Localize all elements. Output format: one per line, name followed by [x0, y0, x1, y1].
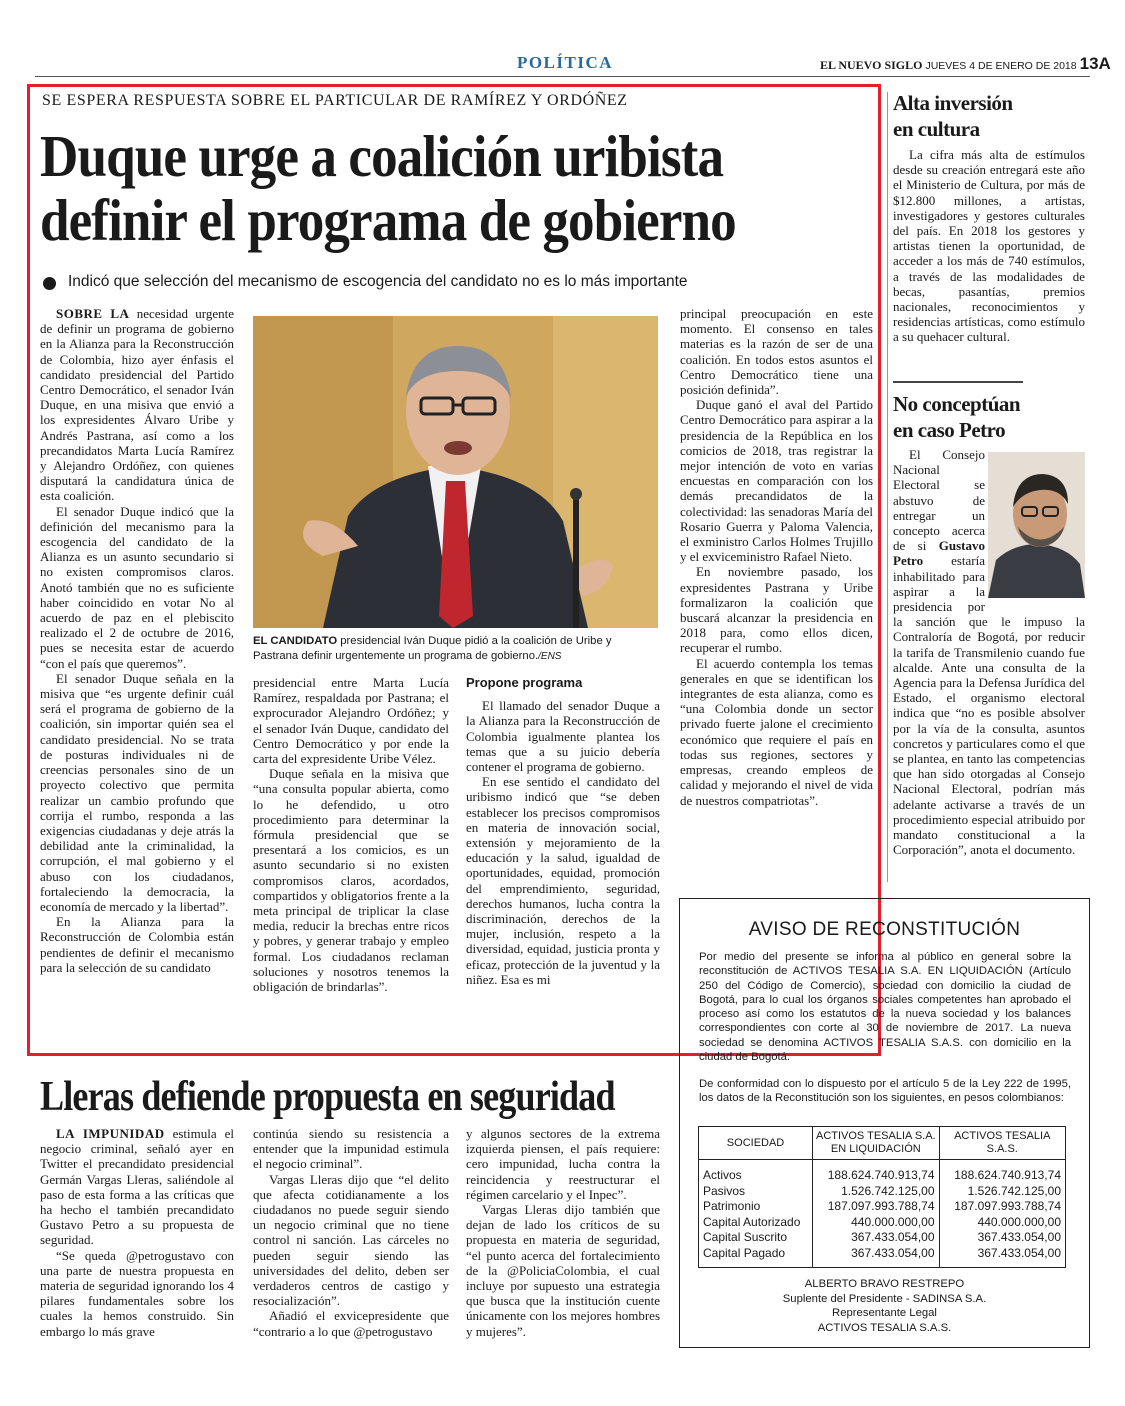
notice-table-wrap: [698, 1126, 1066, 1268]
table-cell: 187.097.993.788,74: [813, 1199, 939, 1215]
table-row: [699, 1199, 1066, 1215]
masthead-line: [820, 54, 1111, 74]
signature-line: ACTIVOS TESALIA S.A.S.: [817, 1321, 952, 1334]
table-cell: Pasivos: [703, 1183, 746, 1198]
paragraph: continúa siendo su resistencia a entender que la impunidad estimula el negocio criminal”.: [253, 1126, 449, 1172]
table-cell: Capital Autorizado: [703, 1214, 801, 1229]
table-cell: 440.000.000,00: [813, 1215, 939, 1231]
deck: Indicó que selección del mecanismo de escogencia del candidato no es lo más importante: [68, 273, 688, 290]
table-cell: Capital Suscrito: [703, 1230, 788, 1244]
headline-line-1: Duque urge a coalición uribista: [40, 123, 724, 189]
sidebar-petro: [893, 391, 1085, 443]
table-header-row: [699, 1127, 1066, 1160]
table-row: [699, 1215, 1066, 1231]
table-cell: 367.433.054,00: [939, 1246, 1065, 1262]
paragraph: Vargas Lleras dijo también que dejan de lado los críticos de su propuesta en materia de seguridad, “el punto acerca del fortalecimiento de la @PoliciaColombia, el cual incluye por supuesto una estrategia que busca que la institución cuente únicamente con los mejores hombres y mujeres”.: [466, 1202, 660, 1339]
photo-credit: /ENS: [538, 651, 562, 662]
signature-line: Representante Legal: [832, 1307, 937, 1320]
paragraph: y algunos sectores de la extrema izquierda piensen, el país requiere: cero impunidad, lucha contra la reincidencia y reestructurar el régimen carcelario y el Inpec”.: [466, 1126, 660, 1202]
candidate-photo: [253, 316, 658, 628]
lleras-col-2: [253, 1126, 449, 1356]
table-cell: 367.433.054,00: [939, 1230, 1065, 1246]
main-col-4: [680, 306, 873, 882]
table-header-cell: ACTIVOS TESALIA S.A.S.: [939, 1127, 1065, 1160]
table-row: [699, 1246, 1066, 1262]
lleras-col-1: [40, 1126, 234, 1356]
paragraph: En noviembre pasado, los expresidentes Pastrana y Uribe formalizaron la coalición que buscará alcanzar la presidencia en 2018 para, como ellos dicen, recuperar el rumbo.: [680, 564, 873, 656]
column-rule: [887, 92, 888, 882]
paragraph: El acuerdo contempla los temas generales en que se identifican los integrantes de esta alianza, como es “una Colombia donde un sector privado fuerte jalone el crecimiento económico que requiere el país en todas sus regiones, sectores y empresas, creando empleos de calidad y mejorando el nivel de vida de nuestros compatriotas”.: [680, 655, 873, 808]
notice-title: AVISO DE RECONSTITUCIÓN: [748, 919, 1021, 940]
main-col-3: [466, 675, 660, 1045]
sidebar-petro-text: El Consejo Nacional Electoral se abstuvo de entregar un concepto acerca de si Gustavo Petro estaría inhabilitado para aspirar a la presidencia por la sanción que le impuso la Contraloría de Bogotá, por reducir la tarifa de Transmilenio cuando fue alcalde. Ante una consulta de la Agencia para la Defensa Jurídica del Estado, el organismo electoral indica que “no es posible absolver por la vía de la consulta, asuntos concretos y particulares como el que se plantea, en tanto las competencias que han sido otorgadas al Consejo Nacional Electoral, podrían más adelante activarse a través de un procedimiento especial atribuido por mandato constitucional a la Corporación”, anota el documento.: [893, 447, 1085, 858]
paragraph: En la Alianza para la Reconstrucción de Colombia están pendientes de definir el mecanismo para la selección de su candidato: [40, 914, 234, 975]
sidebar-petro-text-wrap: [893, 447, 1085, 857]
paragraph: LA IMPUNIDAD estimula el negocio criminal, señaló ayer en Twitter el precandidato presidencial Germán Vargas Lleras, saliéndole al paso de esta forma a las críticas que ha hecho el también precandidato Gustavo Petro a su propuesta de seguridad.: [40, 1126, 234, 1248]
paper-name: EL NUEVO SIGLO: [820, 58, 923, 72]
signature-line: ALBERTO BRAVO RESTREPO: [804, 1278, 965, 1290]
table-padding-row: [699, 1261, 1066, 1267]
photo-caption: EL CANDIDATO presidencial Iván Duque pidió a la coalición de Uribe y Pastrana definir urgentemente un programa de gobierno./ENS: [253, 635, 612, 662]
sidebar-culture-headline-1: Alta inversión: [893, 91, 1013, 115]
main-headline: [40, 124, 870, 252]
page-number: 13A: [1079, 54, 1111, 73]
paragraph: El senador Duque señala en la misiva que “es urgente definir cuál será el programa de gobierno de la coalición, sin importar quién sea el candidato presidencial. No se trata de posturas individuales ni de creencias personales sino de un proyecto colectivo que permita realizar un cambio profundo que corrija el rumbo, responda a las exigencias ciudadanas y deje atrás la debilidad ante la criminalidad, la corrupción, el mal gobierno y el abuso con los ciudadanos, fortaleciendo la democracia, la economía de mercado y la libertad”.: [40, 670, 234, 914]
header-rule: [35, 76, 1090, 77]
lleras-col-3: [466, 1126, 660, 1356]
table-cell: Patrimonio: [703, 1199, 761, 1213]
table-cell: [939, 1261, 1065, 1267]
table-cell: Activos: [703, 1168, 742, 1182]
paragraph: Duque ganó el aval del Partido Centro Democrático para aspirar a la presidencia de la República en los comicios de 2018, tras registrar la mejor intención de voto en varias encuestas en comparación con los demás precandidatos de la colectividad: las senadoras María del Rosario Guerra y Paloma Valencia, el exministro Carlos Holmes Trujillo y el exviceministro Rafael Nieto.: [680, 397, 873, 565]
table-body: [699, 1160, 1066, 1268]
table-cell: 367.433.054,00: [813, 1230, 939, 1246]
notice-para-1: Por medio del presente se informa al público en general sobre la reconstitución de ACTIVOS TESALIA S.A. EN LIQUIDACIÓN (Artículo 250 del Código de Comercio), sociedad con domicilio la ciudad de Bogotá, para lo cual los órganos sociales competentes han aprobado el proceso así como los estatutos de la nueva sociedad y los balances correspondientes con corte al 30 de noviembre de 2017. La nueva sociedad se denomina ACTIVOS TESALIA S.A.S. con domicilio en la ciudad de Bogotá.: [699, 951, 1071, 1064]
sidebar-culture: [893, 90, 1085, 345]
main-col-2: [253, 675, 449, 1045]
sidebar-petro-headline-2: en caso Petro: [893, 418, 1006, 442]
table-header-cell: SOCIEDAD: [699, 1127, 813, 1160]
table-cell: 440.000.000,00: [939, 1215, 1065, 1231]
sidebar-petro-headline-1: No conceptúan: [893, 392, 1021, 416]
table-cell: 367.433.054,00: [813, 1246, 939, 1262]
photo-spacer: [985, 447, 1085, 603]
table-header-cell: ACTIVOS TESALIA S.A. EN LIQUIDACIÓN: [813, 1127, 939, 1160]
paragraph: El senador Duque indicó que la definición del mecanismo para la escogencia del candidato de la Alianza es un asunto secundario si no existen compromisos claros. Anotó también que no es suficiente haber coincidido en votar No al acuerdo de paz en el plebiscito realizado el 2 de octubre de 2016, pues se necesita estar de acuerdo “con el país que queremos”.: [40, 503, 234, 671]
table-row: [699, 1230, 1066, 1246]
headline-line-2: definir el programa de gobierno: [40, 187, 736, 253]
paragraph: El llamado del senador Duque a la Alianza para la Reconstrucción de Colombia igualmente plantea los temas que a su juicio debería contener el programa de gobierno.: [466, 698, 660, 775]
petro-name: Gustavo Petro: [893, 538, 985, 569]
sub-heading: Propone programa: [466, 675, 583, 690]
notice-para-2: De conformidad con lo dispuesto por el artículo 5 de la Ley 222 de 1995, los datos de la Reconstitución son los siguientes, en pesos colombianos:: [699, 1078, 1071, 1105]
table-row: [699, 1184, 1066, 1200]
second-headline: [40, 1074, 680, 1120]
table-cell: Capital Pagado: [703, 1245, 786, 1260]
paragraph: SOBRE LA necesidad urgente de definir un programa de gobierno en la Alianza para la Reconstrucción de Colombia, hizo ayer énfasis el candidato presidencial del Partido Centro Democrático, el senador Iván Duque, en una misiva que envió a los expresidentes Álvaro Uribe y Andrés Pastrana, así como a los precandidatos Marta Lucía Ramírez y Alejandro Ordóñez, con quienes disputará la candidatura única de esta coalición.: [40, 306, 234, 504]
table-row: [699, 1160, 1066, 1184]
paragraph: Vargas Lleras dijo que “el delito que afecta cotidianamente a los ciudadanos no puede seguir siendo un negocio criminal que no tiene control ni sanción. Las cárceles no pueden seguir siendo las universidades del delito, deben ser verdaderos centros de castigo y resocialización”.: [253, 1171, 449, 1309]
paragraph: En ese sentido el candidato del uribismo indicó que “se deben establecer los precisos compromisos en materia de innovación social, extensión y mejoramiento de la educación y la salud, igualdad de oportunidades, equidad, promoción del emprendimiento, seguridad, derechos humanos, lucha contra la discriminación, derechos de la mujer, inclusión, respeto a la diversidad, equidad, justicia pronta y eficaz, protección de la juventud y la niñez. Esa es mi: [466, 774, 660, 987]
table-cell: [699, 1261, 813, 1267]
table-cell: 1.526.742.125,00: [939, 1184, 1065, 1200]
paragraph: principal preocupación en este momento. El consenso en tales materias es la razón de ser de una coalición. En todos estos asuntos el Centro Democrático tiene una posición definida”.: [680, 306, 873, 398]
notice-signature: [679, 1277, 1090, 1335]
table-cell: 188.624.740.913,74: [813, 1160, 939, 1184]
table-cell: [813, 1261, 939, 1267]
table-cell: 1.526.742.125,00: [813, 1184, 939, 1200]
issue-date: JUEVES 4 DE ENERO DE 2018: [925, 60, 1077, 72]
kicker: SE ESPERA RESPUESTA SOBRE EL PARTICULAR DE RAMÍREZ Y ORDÓÑEZ: [42, 92, 628, 109]
portrait-illustration: [253, 316, 658, 628]
sidebar-divider: [893, 381, 1023, 383]
table-cell: 188.624.740.913,74: [939, 1160, 1065, 1184]
lleras-headline: Lleras defiende propuesta en seguridad: [40, 1074, 615, 1120]
section-label: POLÍTICA: [516, 53, 614, 72]
sidebar-culture-text: La cifra más alta de estímulos desde su creación entregará este año el Ministerio de Cultura, por más de $12.800 millones, a artistas, investigadores y gestores culturales del país. En 2018 los gestores y artistas tienen la oportunidad, de acceder a los más de 740 estímulos, a través de las modalidades de becas, pasantías, premios nacionales, reconocimientos y residencias artísticas, como estímulo a su quehacer cultural.: [893, 147, 1085, 345]
table-cell: 187.097.993.788,74: [939, 1199, 1065, 1215]
paragraph: Añadió el exvicepresidente que “contrario a lo que @petrogustavo: [253, 1308, 449, 1339]
paragraph: “Se queda @petrogustavo con una parte de nuestra propuesta en materia de seguridad ignorando los 4 pilares fundamentales sobre los cuales la hemos construido. Sin embargo lo más grave: [40, 1247, 234, 1339]
main-col-1: [40, 306, 234, 1046]
notice-table: [698, 1126, 1066, 1268]
deck-bullet-icon: [43, 277, 56, 290]
paragraph: presidencial entre Marta Lucía Ramírez, respaldada por Pastrana; el exprocurador Alejandro Ordóñez; y el senador Iván Duque, candidato del Centro Democrático y por ende la carta del expresidente Uribe Vélez.: [253, 675, 449, 767]
paragraph: Duque señala en la misiva que “una consulta popular abierta, como lo he defendido, u otro procedimiento para determinar la fórmula presidencial que se presentará a los comicios, es un asunto secundario si no existen compromisos claros, acordados, compartidos y obligatorios frente a la meta principal de triplicar la clase media, reducir la brechas entre ricos y pobres, y generar trabajo y empleo formal. Los ciudadanos reclaman soluciones y nosotros tenemos la obligación de brindarlas”.: [253, 766, 449, 995]
sidebar-culture-headline-2: en cultura: [893, 117, 980, 141]
signature-line: Suplente del Presidente - SADINSA S.A.: [782, 1292, 987, 1305]
